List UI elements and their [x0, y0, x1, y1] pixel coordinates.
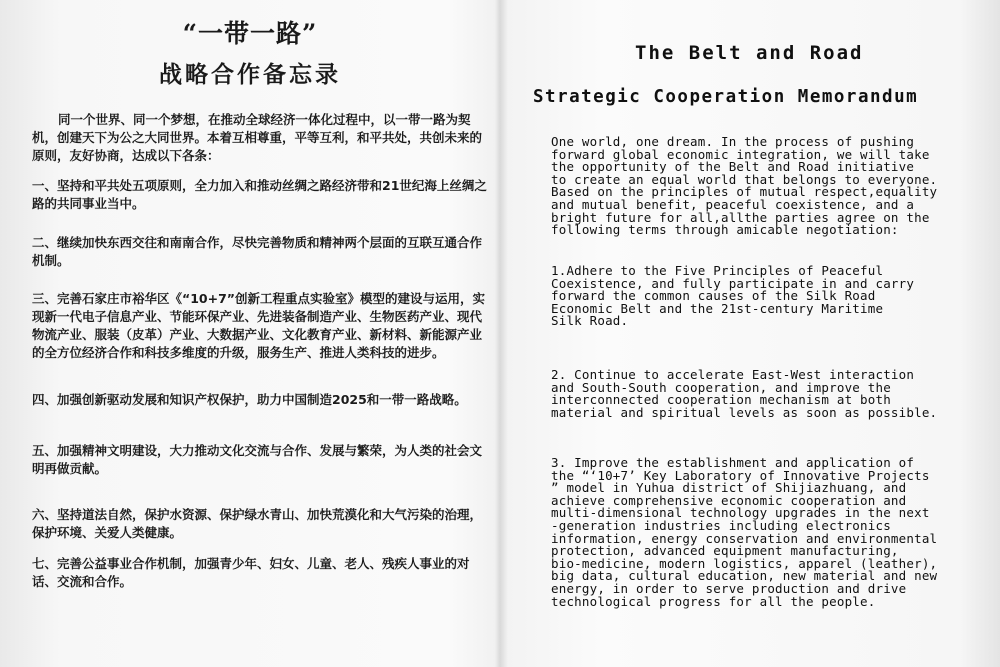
- english-clause-3: 3. Improve the establishment and application of the “‘10+7’ Key Laboratory of Innovative Projects ” model in Yuhua district of Shijiazhuang, and achieve comprehensive economic cooperation and multi-dimensional technology upgrades in the next -generation industries including electronics information, energy conservation and environmental protection, advanced equipment manufacturing, bio-medicine, modern logistics, apparel (leather), big data, cultural education, new material and new energy, in order to serve production and drive technological progress for all the people.: [551, 455, 938, 609]
- english-title-line2: Strategic Cooperation Memorandum: [533, 87, 919, 107]
- english-clause-2: 2. Continue to accelerate East-West interaction and South-South cooperation, and improve the interconnected cooperation mechanism at both material and spiritual levels as soon as possible.: [551, 367, 938, 420]
- english-clause-1: 1.Adhere to the Five Principles of Peaceful Coexistence, and fully participate in and carry forward the common causes of the Silk Road Economic Belt and the 21st-century Maritime Silk Road.: [551, 263, 915, 329]
- chinese-clause-7: 七、完善公益事业合作机制，加强青少年、妇女、儿童、老人、残疾人事业的对话、交流和合作。: [32, 556, 470, 589]
- chinese-clause-4: 四、加强创新驱动发展和知识产权保护，助力中国制造2025和一带一路战略。: [32, 392, 467, 407]
- chinese-clause-6: 六、坚持道法自然，保护水资源、保护绿水青山、加快荒漠化和大气污染的治理，保护环境、关爱人类健康。: [32, 507, 483, 540]
- english-intro-paragraph: One world, one dream. In the process of pushing forward global economic integration, we will take the opportunity of the Belt and Road initiative to create an equal world that belongs to everyone. Based on the principles of mutual respect,equality and mutual benefit, peaceful coexistence, and a bright future for all,allthe parties agree on the following terms through amicable negotiation:: [551, 134, 938, 238]
- chinese-clause-3: 三、完善石家庄市裕华区《“10+7”创新工程重点实验室》模型的建设与运用，实现新一代电子信息产业、节能环保产业、先进装备制造产业、生物医药产业、现代物流产业、服装（皮革）产业、大数据产业、文化教育产业、新材料、新能源产业的全方位经济合作和科技多维度的升级，服务生产、推进人类科技的进步。: [32, 291, 485, 360]
- chinese-clause-1: 一、坚持和平共处五项原则，全力加入和推动丝绸之路经济带和21世纪海上丝绸之路的共同事业当中。: [32, 178, 487, 211]
- chinese-title-line1: “一带一路”: [182, 19, 318, 48]
- chinese-clause-5: 五、加强精神文明建设，大力推动文化交流与合作、发展与繁荣，为人类的社会文明再做贡献。: [32, 443, 483, 476]
- english-title-line1: The Belt and Road: [635, 42, 864, 64]
- chinese-title-line2: 战略合作备忘录: [159, 61, 341, 88]
- chinese-clause-2: 二、继续加快东西交往和南南合作，尽快完善物质和精神两个层面的互联互通合作机制。: [32, 235, 483, 268]
- chinese-intro-paragraph: 同一个世界、同一个梦想，在推动全球经济一体化过程中，以一带一路为契机，创建天下为公之大同世界。本着互相尊重，平等互利，和平共处，共创未来的原则，友好协商，达成以下各条：: [32, 112, 483, 163]
